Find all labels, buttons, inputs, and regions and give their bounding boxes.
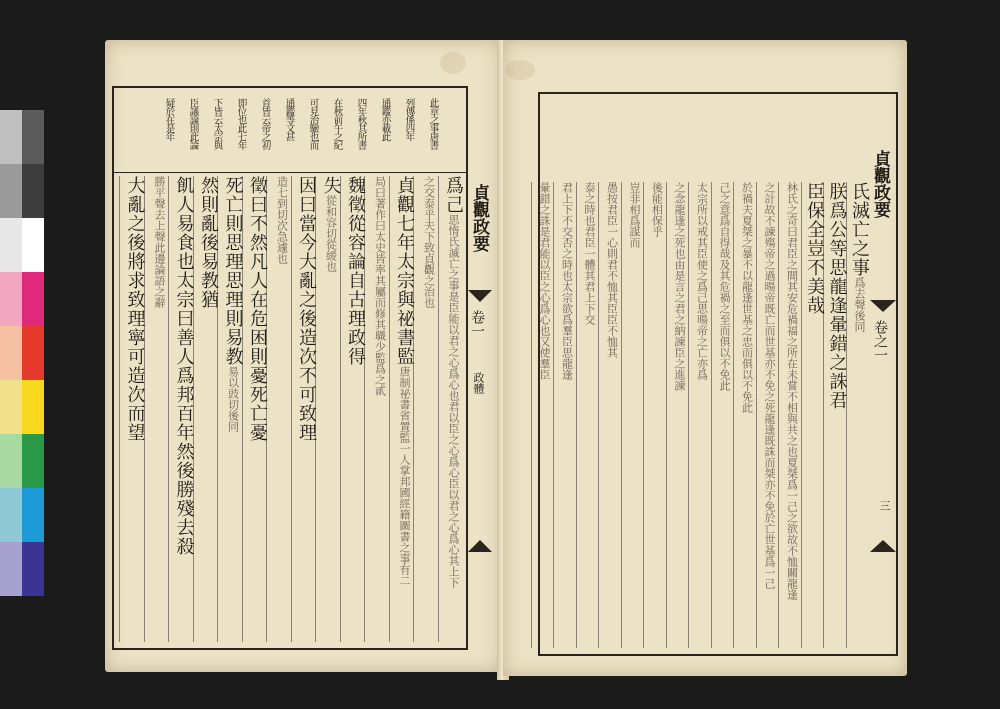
calibration-swatch (22, 164, 44, 218)
text-column (389, 176, 414, 642)
headnote-line: 可見治驗也而 (307, 98, 319, 149)
column-rule (119, 176, 120, 642)
text-column (315, 176, 340, 642)
commentary-text: 從和容切從緩也 (324, 195, 338, 272)
headnote-line: 首皆云帝之初 (259, 98, 271, 149)
column-rule (291, 176, 292, 642)
column-rule (438, 176, 439, 642)
calibration-swatch (22, 542, 44, 596)
left-banner-title: 貞觀政要 (469, 184, 489, 252)
text-column (168, 176, 193, 642)
text-column (266, 176, 291, 642)
calibration-swatch (0, 110, 22, 164)
calibration-swatch (0, 434, 22, 488)
column-rule (598, 182, 599, 648)
commentary-text: 思惰氏滅亡之事是臣能以君之心爲心也君以臣之心爲心臣以君之心爲心其上下 (447, 214, 460, 588)
commentary-text: 君上下不交否之時也太宗欲爲羣臣思龍逢 (560, 182, 574, 380)
commentary-text: 己之意爲自得哉及其危禍之至而俱以不免此 (718, 182, 731, 391)
text-column (801, 182, 824, 648)
column-rule (733, 182, 734, 648)
left-banner-section: 政體 (472, 372, 485, 394)
text-column (242, 176, 267, 642)
calibration-swatch (0, 542, 22, 596)
headnote-line: 臣議論則此論 (187, 98, 199, 149)
commentary-text: 之計故不諫殤帝之過暘帝既亡而世基亦不免之死龍逢既誅而桀亦不免於亡世基爲一己 (763, 182, 776, 589)
main-text: 爲己 (443, 176, 464, 214)
calibration-swatch (22, 326, 44, 380)
text-column (291, 176, 316, 642)
column-rule (688, 182, 689, 648)
calibration-swatch (0, 326, 22, 380)
commentary-text: 勝平聲去上聲此邊論語之辭 (153, 176, 166, 308)
calibration-swatch (22, 488, 44, 542)
text-column (598, 182, 621, 648)
text-column (364, 176, 389, 642)
paper-stain (505, 60, 535, 80)
commentary-text: 愚按君臣一心則君不恤其臣臣不恤其 (605, 182, 619, 358)
column-rule (531, 182, 532, 648)
text-column (643, 182, 666, 648)
headnote-line: 此章之事唐書 (427, 98, 439, 149)
commentary-text: 泰之時也君臣一體其君上下交 (583, 182, 596, 325)
text-column (119, 176, 144, 642)
commentary-text: 林氏之奇曰君臣之間其安危禍福之所在未嘗不相與共之也夏桀爲一己之欲故不恤關龍逢 (785, 182, 799, 600)
text-column (666, 182, 689, 648)
column-rule (756, 182, 757, 648)
text-column (733, 182, 756, 648)
headnote-line: 通鑑亦載此 (379, 98, 391, 141)
left-banner-juan: 卷一 (469, 310, 485, 338)
folio-number: 三 (878, 500, 891, 511)
main-text: 死亡則思理思理則易教 (222, 176, 244, 366)
calibration-swatch (0, 272, 22, 326)
right-banner-title: 貞觀政要 (870, 150, 890, 218)
headnote-line: 四年秋其所書 (355, 98, 367, 149)
text-column (553, 182, 576, 648)
commentary-text: 之交泰乎夫下致貞觀之治也 (422, 176, 436, 308)
commentary-text: 易以豉切後同 (226, 366, 240, 432)
commentary-text: 爲去聲後同 (853, 277, 866, 332)
text-column (621, 182, 644, 648)
color-calibration-strip (0, 110, 44, 596)
column-rule (643, 182, 644, 648)
text-column (846, 182, 869, 648)
calibration-swatch (22, 272, 44, 326)
text-column (531, 182, 554, 648)
text-column (144, 176, 169, 642)
commentary-text: 造七到切次急遽也 (275, 176, 289, 264)
column-rule (168, 176, 169, 642)
commentary-text: 唐制祕書省置監一人掌邦國經籍圖書之事有二 (398, 366, 411, 586)
calibration-swatch (0, 380, 22, 434)
text-column (193, 176, 218, 642)
text-column (576, 182, 599, 648)
headnote-line: 疑於在是年 (163, 98, 175, 141)
main-text: 徵曰不然凡人在危困則憂死亡憂 (247, 176, 268, 442)
headnote-line: 在秋前午之紀 (331, 98, 343, 149)
column-rule (801, 182, 802, 648)
calibration-swatch (22, 218, 44, 272)
text-column (413, 176, 438, 642)
text-column (778, 182, 801, 648)
column-rule (711, 182, 712, 648)
main-text: 失 (320, 176, 342, 195)
column-rule (621, 182, 622, 648)
text-column (823, 182, 846, 648)
calibration-swatch (0, 218, 22, 272)
main-text: 因曰當今大亂之後造次不可致理 (296, 176, 317, 442)
column-rule (666, 182, 667, 648)
headnote-line: 下皆云太宗與 (211, 98, 223, 149)
commentary-text: 之念龍逢之死也由是言之君之納諫臣之進諫 (673, 182, 686, 391)
main-text: 然則亂後易教猶 (198, 176, 219, 309)
calibration-swatch (22, 434, 44, 488)
commentary-text: 豈非相爲謀而 (628, 182, 641, 248)
column-rule (778, 182, 779, 648)
main-text: 飢人易食也太宗曰善人爲邦百年然後勝殘去殺 (173, 176, 195, 556)
paper-stain (440, 52, 466, 74)
headnote-line: 即位也此七年 (235, 98, 247, 149)
right-banner-juan: 卷之一 (872, 320, 888, 362)
main-text: 氏滅亡之事 (849, 182, 870, 277)
calibration-swatch (0, 164, 22, 218)
text-column (340, 176, 365, 642)
column-rule (340, 176, 341, 642)
calibration-swatch (0, 488, 22, 542)
column-rule (576, 182, 577, 648)
text-column (217, 176, 242, 642)
main-text: 朕爲公等思龍逢暈錯之誅君 (826, 182, 848, 410)
text-column (711, 182, 734, 648)
commentary-text: 後能相保乎 (650, 182, 664, 237)
text-column (756, 182, 779, 648)
main-text: 臣保全豈不美哉 (804, 182, 825, 315)
main-text: 大亂之後將求致理寧可造次而望 (124, 176, 146, 442)
commentary-text: 太宗所以戒其臣使之爲己思暘帝之亡亦爲 (695, 182, 709, 380)
main-text: 貞觀七年太宗與祕書監 (394, 176, 415, 366)
column-rule (553, 182, 554, 648)
commentary-text: 局曰著作曰太史皆率其屬而修其職少監爲之貳 (373, 176, 387, 396)
calibration-swatch (22, 380, 44, 434)
main-text: 魏徵從容論自古理政得 (345, 176, 366, 366)
headnote-line: 列傳係四年 (403, 98, 415, 141)
calibration-swatch (22, 110, 44, 164)
text-column (438, 176, 463, 642)
commentary-text: 於禍夫夏桀之暴不以龍逢世基之忠而俱以不免此 (740, 182, 754, 413)
column-rule (389, 176, 390, 642)
text-column (688, 182, 711, 648)
headnote-line: 通鑑等文甚 (283, 98, 295, 141)
commentary-text: 暈錯之誅是君能以臣之心爲心也又使羣臣 (538, 182, 551, 380)
